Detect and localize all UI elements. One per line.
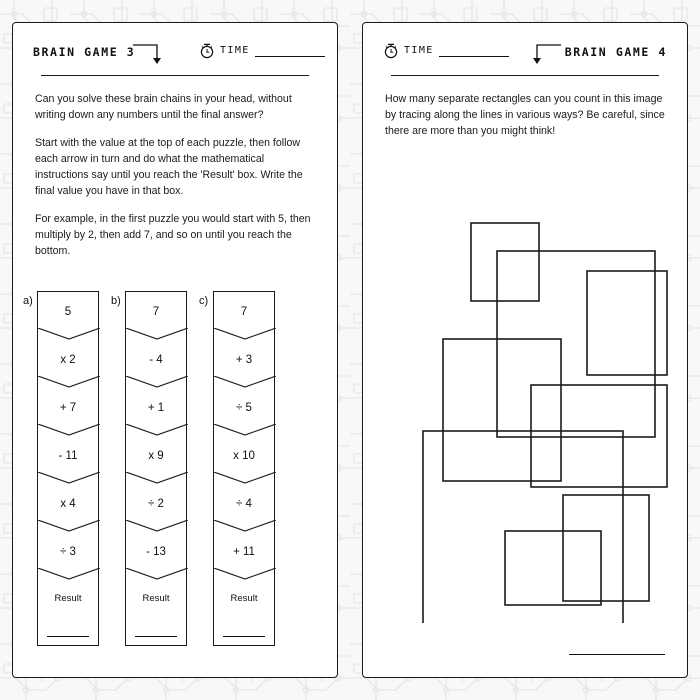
chain-step-label: + 11 [233, 546, 255, 558]
chain-step-label: ÷ 2 [148, 498, 164, 510]
chain-step [214, 436, 274, 484]
left-page-title: BRAIN GAME 3 [33, 45, 136, 59]
right-header [377, 39, 673, 73]
chain-start-value: 7 [240, 306, 248, 318]
puzzle-rectangle [563, 495, 649, 601]
left-page-panel [12, 22, 338, 678]
chain-step [126, 388, 186, 436]
brain-chain [23, 291, 99, 646]
chain-step-label: - 4 [149, 354, 163, 366]
puzzle-rectangle [423, 431, 623, 623]
chain-start-value: 5 [64, 306, 72, 318]
right-header-rule [391, 75, 659, 76]
chain-step [38, 340, 98, 388]
chain-step-label: + 7 [59, 402, 77, 414]
chain-step [214, 532, 274, 580]
chain-label: c) [199, 295, 209, 307]
puzzle-rectangle [497, 251, 655, 437]
chain-step-label: x 4 [60, 498, 76, 510]
rectangles-puzzle[interactable] [379, 163, 673, 623]
chain-box [125, 291, 187, 646]
left-timer-label: TIME [220, 44, 250, 56]
right-page-title: BRAIN GAME 4 [564, 45, 667, 59]
puzzle-rectangle [505, 531, 601, 605]
chain-result-label: Result [142, 592, 170, 604]
chain-step-label: ÷ 4 [236, 498, 252, 510]
chain-box [213, 291, 275, 646]
chain-answer-blank[interactable] [135, 620, 177, 637]
puzzle-rectangle [471, 223, 539, 301]
chain-step [214, 484, 274, 532]
right-paragraph-1: How many separate rectangles can you count in this image by tracing along the lines in various ways? Be careful, since there are more than you might think! [385, 93, 665, 137]
chain-label: a) [23, 295, 33, 307]
chain-step [38, 388, 98, 436]
chain-start [214, 292, 274, 340]
right-timer-blank[interactable] [439, 44, 509, 57]
chain-label: b) [111, 295, 121, 307]
chain-step [38, 436, 98, 484]
chain-step-label: - 13 [146, 546, 166, 558]
chain-step-label: ÷ 3 [60, 546, 76, 558]
chain-result-label: Result [54, 592, 82, 604]
left-paragraph-2: Start with the value at the top of each puzzle, then follow each arrow in turn and do what the mathematical instructions say until you reach the 'Result' box. Write the final value you have in that box. [35, 137, 303, 197]
chain-answer-blank[interactable] [47, 620, 89, 637]
puzzle-rectangle [531, 385, 667, 487]
chain-start [126, 292, 186, 340]
stopwatch-icon [199, 41, 215, 59]
chain-result-label: Result [230, 592, 258, 604]
chain-step [38, 484, 98, 532]
chain-step [126, 484, 186, 532]
brain-chain [111, 291, 187, 646]
left-timer [199, 41, 325, 59]
brain-chain [199, 291, 275, 646]
chain-box [37, 291, 99, 646]
chain-step [126, 532, 186, 580]
chain-start [38, 292, 98, 340]
right-timer-label: TIME [404, 44, 434, 56]
answer-blank[interactable] [569, 644, 665, 655]
chain-step-label: x 9 [148, 450, 164, 462]
puzzle-rectangle [443, 339, 561, 481]
arrow-down-icon [131, 43, 165, 65]
stopwatch-icon [383, 41, 399, 59]
chain-step [38, 532, 98, 580]
chain-step-label: x 2 [60, 354, 76, 366]
right-page-panel [362, 22, 688, 678]
chain-step-label: + 3 [235, 354, 253, 366]
chain-step [214, 388, 274, 436]
chain-step [126, 436, 186, 484]
chain-step-label: ÷ 5 [236, 402, 252, 414]
left-header-rule [41, 75, 309, 76]
chain-step [214, 340, 274, 388]
chain-step [126, 340, 186, 388]
chain-step-label: + 1 [147, 402, 165, 414]
left-paragraph-1: Can you solve these brain chains in your head, without writing down any numbers until the final answer? [35, 93, 292, 121]
left-header [27, 39, 323, 73]
left-paragraph-3: For example, in the first puzzle you would start with 5, then multiply by 2, then add 7, and so on until you reach the bottom. [35, 213, 311, 257]
left-instructions [35, 91, 315, 271]
chain-start-value: 7 [152, 306, 160, 318]
brain-chains [23, 291, 275, 646]
chain-step-label: - 11 [58, 450, 78, 462]
right-instructions [385, 91, 665, 151]
chain-answer-blank[interactable] [223, 620, 265, 637]
chain-step-label: x 10 [233, 450, 255, 462]
left-timer-blank[interactable] [255, 44, 325, 57]
arrow-down-icon [529, 43, 563, 65]
right-timer [383, 41, 509, 59]
